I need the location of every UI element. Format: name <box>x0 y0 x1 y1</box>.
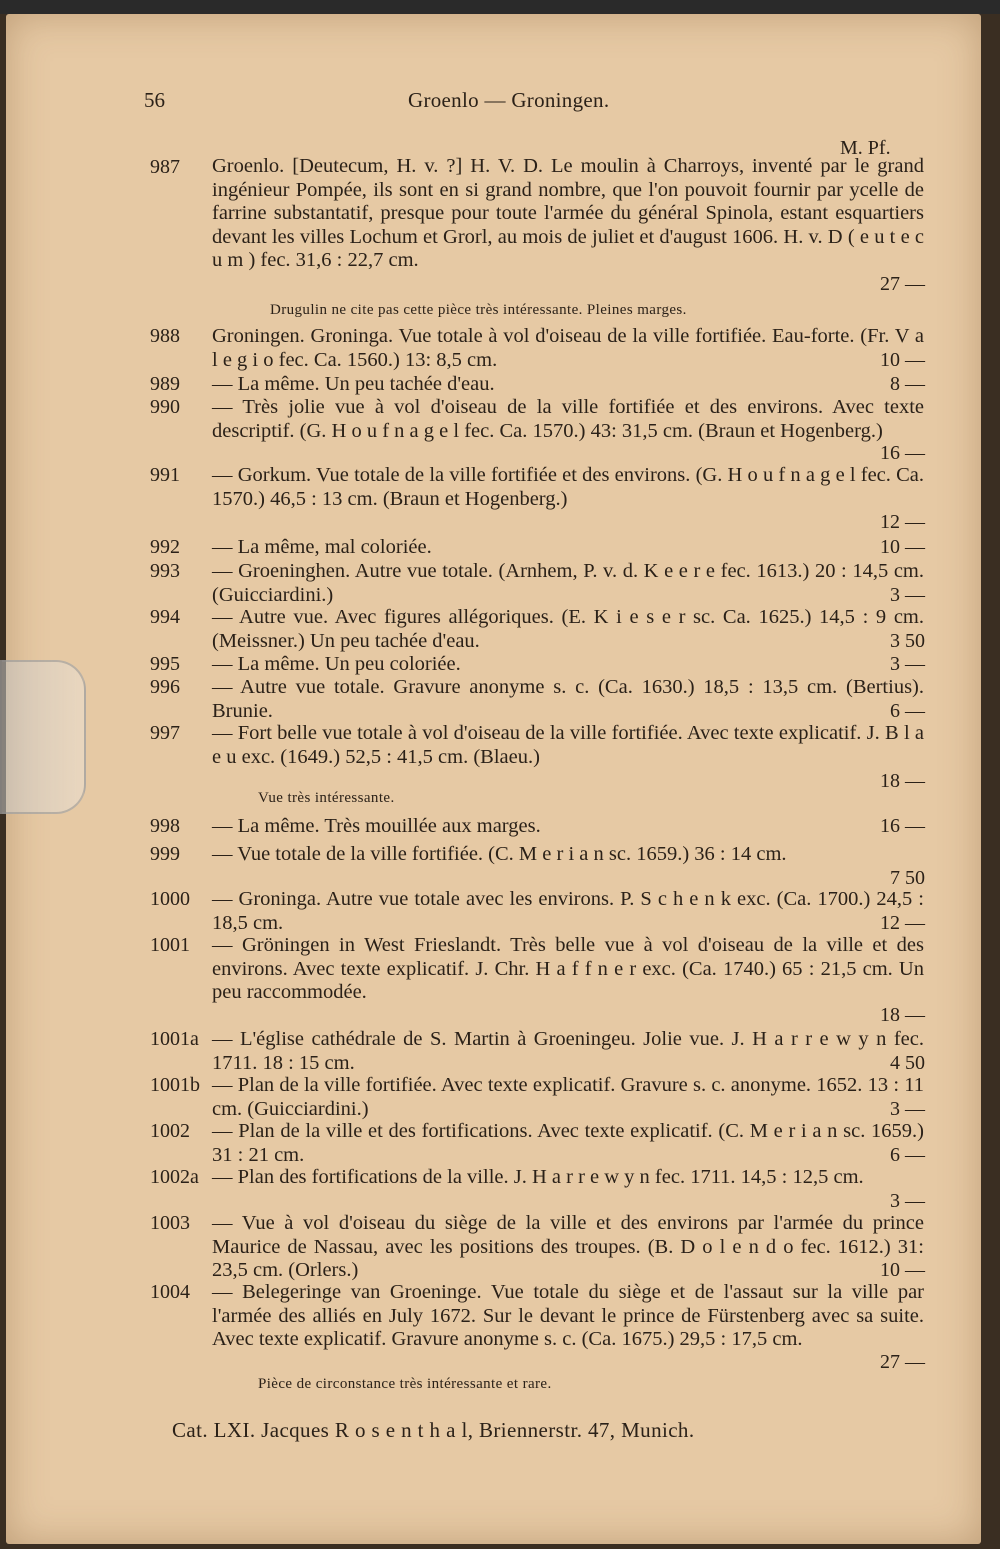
entry-price: 3 — <box>890 653 925 675</box>
entry-number: 997 <box>150 722 180 744</box>
entry-price: 10 — <box>880 349 925 371</box>
entry-text: — Très jolie vue à vol d'oiseau de la ville fortifiée et des environs. Avec texte descriptif. (G. H o u f n a g e l fec. Ca. 1570.) 43: 31,5 cm. (Braun et Hogenberg.) <box>212 396 924 442</box>
entry-number: 1002a <box>150 1166 199 1188</box>
entry-text: — Plan de la ville fortifiée. Avec texte explicatif. Gravure s. c. anonyme. 1652. 13 : 11 cm. (Guicciardini.) <box>212 1074 924 1120</box>
running-head: Groenlo — Groningen. <box>408 88 610 112</box>
entry-price: 3 50 <box>890 630 925 652</box>
entry-price: 16 — <box>880 442 925 464</box>
entry-price: 6 — <box>890 1144 925 1166</box>
entry-price: 3 — <box>890 584 925 606</box>
entry-number: 1002 <box>150 1120 190 1142</box>
list-item <box>150 464 925 536</box>
entry-text: — La même. Un peu coloriée. <box>212 653 461 675</box>
entry-text: Groenlo. [Deutecum, H. v. ?] H. V. D. Le moulin à Charroys, inventé par le grand ingénieur Pompée, ils sont en si grand nombre, que l'on pouvoit fournir par ycelle de farrine substantatif, presque pour toute l'armée du général Spinola, estant esquartiers devant les villes Lochum et Grorl, au mois de juliet et d'august 1606. H. v. D ( e u t e c u m ) fec. 31,6 : 22,7 cm. <box>212 155 924 271</box>
entry-note: Pièce de circonstance très intéressante et rare. <box>258 1376 552 1392</box>
entry-number: 1001a <box>150 1028 199 1050</box>
entry-number: 1003 <box>150 1212 190 1234</box>
entry-number: 992 <box>150 536 180 558</box>
entry-number: 987 <box>150 156 180 178</box>
entry-text: — Groeninghen. Autre vue totale. (Arnhem, P. v. d. K e e r e fec. 1613.) 20 : 14,5 cm. (Guicciardini.) <box>212 560 924 606</box>
list-item <box>150 676 925 726</box>
entry-price: 27 — <box>880 273 925 295</box>
entry-price: 12 — <box>880 912 925 934</box>
list-item <box>150 1074 925 1124</box>
entry-price: 18 — <box>880 1004 925 1026</box>
entry-text: — La même. Très mouillée aux marges. <box>212 815 541 837</box>
entry-text: — Plan de la ville et des fortifications. Avec texte explicatif. (C. M e r i a n sc. 1659.) 31 : 21 cm. <box>212 1120 924 1166</box>
page-clip <box>0 660 86 814</box>
list-item <box>150 1212 925 1284</box>
entry-text: — Belegeringe van Groeninge. Vue totale du siège et de l'assaut sur la ville par l'armée des alliés en July 1672. Sur le devant le prince de Fürstenberg avec sa suite. Avec texte explicatif. Gravure anonyme s. c. (Ca. 1675.) 29,5 : 17,5 cm. <box>212 1281 924 1350</box>
entry-price: 6 — <box>890 700 925 722</box>
list-item <box>150 1028 925 1078</box>
entry-text: — Gröningen in West Frieslandt. Très belle vue à vol d'oiseau de la ville et des environs. Avec texte explicatif. J. Chr. H a f f n e r exc. (Ca. 1740.) 65 : 21,5 cm. Un peu raccommodée. <box>212 934 924 1003</box>
entry-price: 4 50 <box>890 1052 925 1074</box>
entry-number: 1001b <box>150 1074 200 1096</box>
entry-note: Drugulin ne cite pas cette pièce très intéressante. Pleines marges. <box>270 302 687 318</box>
list-item <box>150 815 925 841</box>
list-item <box>150 1120 925 1170</box>
list-item <box>150 560 925 610</box>
entry-text: — Fort belle vue totale à vol d'oiseau de la ville fortifiée. Avec texte explicatif. J. B l a e u exc. (1649.) 52,5 : 41,5 cm. (Blaeu.) <box>212 722 924 768</box>
list-item <box>150 325 925 375</box>
entry-price: 27 — <box>880 1351 925 1373</box>
entry-price: 10 — <box>880 1259 925 1281</box>
entry-text: — Vue à vol d'oiseau du siège de la ville et des environs par l'armée du prince Maurice de Nassau, avec les positions des troupes. (B. D o l e n d o fec. 1612.) 31: 23,5 cm. (Orlers.) <box>212 1212 924 1281</box>
entry-price: 10 — <box>880 536 925 558</box>
entry-number: 990 <box>150 396 180 418</box>
list-item <box>150 396 925 468</box>
entry-text: Groningen. Groninga. Vue totale à vol d'oiseau de la ville fortifiée. Eau-forte. (Fr. V a l e g i o fec. Ca. 1560.) 13: 8,5 cm. <box>212 325 924 371</box>
entry-text: — Plan des fortifications de la ville. J. H a r r e w y n fec. 1711. 14,5 : 12,5 cm. <box>212 1166 864 1188</box>
entry-text: — La même, mal coloriée. <box>212 536 432 558</box>
entry-price: 7 50 <box>890 867 925 889</box>
list-item <box>150 888 925 938</box>
list-item <box>150 1166 925 1216</box>
list-item <box>150 606 925 656</box>
entry-number: 991 <box>150 464 180 486</box>
entry-price: 3 — <box>890 1190 925 1212</box>
scan-strip <box>0 0 1000 14</box>
currency-heading: M. Pf. <box>840 137 891 159</box>
catalog-footer: Cat. LXI. Jacques R o s e n t h a l, Briennerstr. 47, Munich. <box>172 1418 695 1442</box>
entry-number: 1000 <box>150 888 190 910</box>
entry-number: 994 <box>150 606 180 628</box>
list-item <box>150 1281 925 1377</box>
list-item <box>150 155 925 300</box>
entry-price: 3 — <box>890 1098 925 1120</box>
entry-text: — L'église cathédrale de S. Martin à Groeningeu. Jolie vue. J. H a r r e w y n fec. 1711. 18 : 15 cm. <box>212 1028 924 1074</box>
entry-note: Vue très intéressante. <box>258 790 395 806</box>
entry-number: 1001 <box>150 934 190 956</box>
entry-price: 18 — <box>880 770 925 792</box>
entry-number: 1004 <box>150 1281 190 1303</box>
entry-price: 16 — <box>880 815 925 837</box>
entry-number: 989 <box>150 373 180 395</box>
list-item <box>150 536 925 562</box>
list-item <box>150 934 925 1030</box>
entry-text: — Vue totale de la ville fortifiée. (C. M e r i a n sc. 1659.) 36 : 14 cm. <box>212 843 787 865</box>
entry-number: 995 <box>150 653 180 675</box>
list-item <box>150 722 925 794</box>
entry-price: 12 — <box>880 511 925 533</box>
entry-text: — Autre vue totale. Gravure anonyme s. c. (Ca. 1630.) 18,5 : 13,5 cm. (Bertius). Brunie. <box>212 676 924 722</box>
entry-number: 993 <box>150 560 180 582</box>
entry-price: 8 — <box>890 373 925 395</box>
entry-text: — Groninga. Autre vue totale avec les environs. P. S c h e n k exc. (Ca. 1700.) 24,5 : 18,5 cm. <box>212 888 924 934</box>
list-item <box>150 843 925 893</box>
entry-text: — Autre vue. Avec figures allégoriques. (E. K i e s e r sc. Ca. 1625.) 14,5 : 9 cm. (Meissner.) Un peu tachée d'eau. <box>212 606 924 652</box>
entry-number: 988 <box>150 325 180 347</box>
entry-text: — La même. Un peu tachée d'eau. <box>212 373 495 395</box>
entry-number: 996 <box>150 676 180 698</box>
entry-number: 999 <box>150 843 180 865</box>
page-number: 56 <box>144 88 165 112</box>
entry-text: — Gorkum. Vue totale de la ville fortifiée et des environs. (G. H o u f n a g e l fec. Ca. 1570.) 46,5 : 13 cm. (Braun et Hogenberg.) <box>212 464 924 510</box>
entry-number: 998 <box>150 815 180 837</box>
